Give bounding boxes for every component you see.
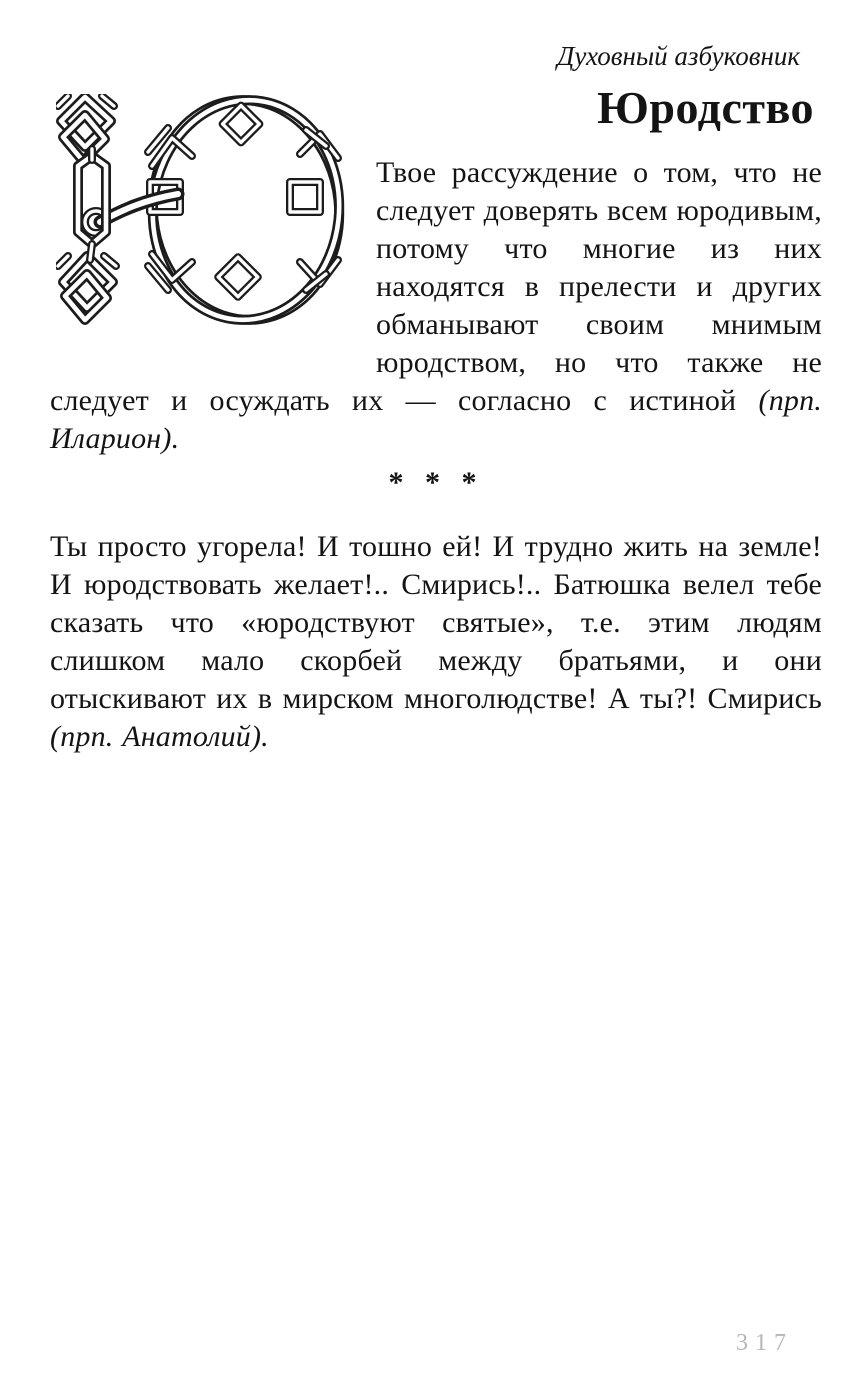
paragraph-2-attribution: (прп. Анатолий).	[50, 720, 269, 753]
ornamental-initial-yu-icon	[56, 94, 346, 326]
page-number: 317	[736, 1330, 793, 1356]
paragraph-1-text: Твое рассуждение о том, что не следует доверять всем юродивым, потому что многие из них находятся в прелести и других обманывают своим мнимым юродством, но что также не следует и осуждать их — согласно с истиной	[50, 156, 823, 417]
page-title: Юродство	[597, 82, 814, 133]
running-header: Духовный азбуковник	[557, 41, 800, 71]
paragraph-1-attribution: (прп. Иларион).	[50, 384, 822, 455]
drop-cap-initial	[50, 154, 376, 380]
paragraph-2-text: Ты просто угорела! И тошно ей! И трудно жить на земле! И юродствовать желает!.. Смирись!.. Батюшка велел тебе сказать что «юродствуют святые», т.е. этим людям слишком мало скорбей между братьями, и они отыскивают их в мирском многолюдстве! А ты?! Смирись	[50, 530, 822, 715]
paragraph-2	[50, 528, 822, 756]
page-content	[50, 0, 822, 756]
section-separator: * * *	[388, 466, 484, 499]
paragraph-1	[50, 154, 822, 458]
